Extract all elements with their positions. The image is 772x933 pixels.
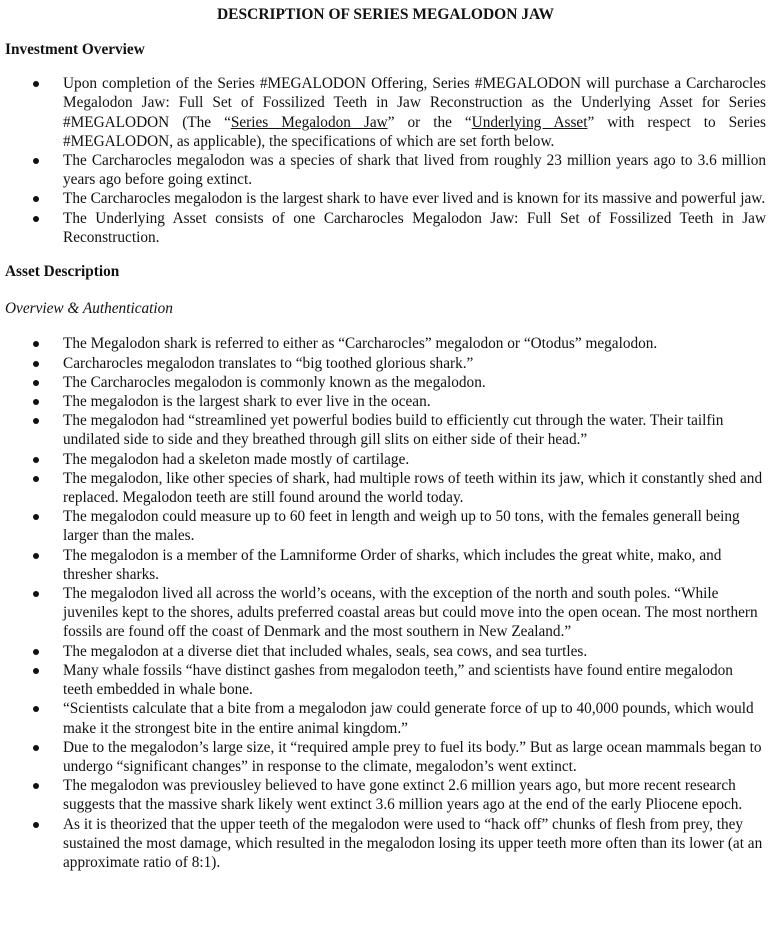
bullet-text: Many whale fossils “have distinct gashes from megalodon teeth,” and scientists have found entire megalodon teeth embedded in whale bone. xyxy=(63,661,733,699)
list-item xyxy=(5,738,766,776)
document-page xyxy=(0,5,772,933)
bullet-icon xyxy=(33,380,39,386)
bullet-text: The megalodon was previousley believed to have gone extinct 2.6 million years ago, but more recent research suggests that the massive shark likely went extinct 3.6 million years ago at the end of the early Pliocene epoch. xyxy=(63,777,743,814)
bullet-text-part: ” with respect to Series #MEGALODON, as applicable), the specifications of which are set forth below. xyxy=(63,113,766,150)
bullet-text-part: Upon completion of the Series #MEGALODON Offering, Series #MEGALODON will purchase a Carcharocles Megalodon Jaw: Full Set of Fossilized Teeth in Jaw Reconstruction as the Underlying Asset for Series #MEGALODON (The “ xyxy=(63,75,766,131)
list-item xyxy=(5,815,766,873)
list-item xyxy=(5,450,766,469)
investment-overview-list xyxy=(5,74,766,247)
bullet-text: The Carcharocles megalodon is commonly known as the megalodon. xyxy=(63,373,486,391)
bullet-icon xyxy=(33,706,39,712)
asset-description-heading: Asset Description xyxy=(5,263,120,281)
list-item xyxy=(5,661,766,699)
bullet-text-part: ” or the “ xyxy=(387,113,472,131)
bullet-icon xyxy=(33,158,39,164)
bullet-icon xyxy=(33,399,39,405)
bullet-text: As it is theorized that the upper teeth of the megalodon were used to “hack off” chunks of flesh from prey, they sustained the most damage, which resulted in the megalodon losing its upper teeth more often than its lower (at an approximate ratio of 8:1). xyxy=(63,815,763,871)
list-item xyxy=(5,74,766,151)
bullet-text: The Carcharocles megalodon was a species of shark that lived from roughly 23 million years ago to 3.6 million years ago before going extinct. xyxy=(63,152,766,189)
bullet-icon xyxy=(33,591,39,597)
list-item xyxy=(5,373,766,392)
bullet-text: The megalodon is the largest shark to ever live in the ocean. xyxy=(63,393,431,411)
bullet-icon xyxy=(33,783,39,789)
bullet-text: The Carcharocles megalodon is the largest shark to have ever lived and is known for its massive and powerful jaw. xyxy=(63,190,766,208)
list-item xyxy=(5,209,766,247)
list-item xyxy=(5,699,766,737)
bullet-icon xyxy=(33,745,39,751)
asset-description-list xyxy=(5,334,766,872)
list-item xyxy=(5,189,766,208)
underlying-asset-term: Underlying Asset xyxy=(471,113,588,131)
bullet-icon xyxy=(33,418,39,424)
list-item xyxy=(5,392,766,411)
list-item xyxy=(5,469,766,507)
bullet-icon xyxy=(33,476,39,482)
bullet-text: The megalodon is a member of the Lamniforme Order of sharks, which includes the great white, mako, and thresher sharks. xyxy=(63,546,722,583)
bullet-icon xyxy=(33,822,39,828)
bullet-text: The megalodon had “streamlined yet powerful bodies build to efficiently cut through the water. Their tailfin undilated side to side and they breathed through gill slits on either side of their head.” xyxy=(63,412,724,449)
list-item xyxy=(5,151,766,189)
investment-overview-heading: Investment Overview xyxy=(5,41,145,58)
list-item xyxy=(5,507,766,545)
bullet-text: The megalodon had a skeleton made mostly of cartilage. xyxy=(63,450,410,468)
bullet-icon xyxy=(33,668,39,674)
bullet-icon xyxy=(33,81,39,87)
bullet-icon xyxy=(33,361,39,367)
list-item xyxy=(5,411,766,449)
list-item xyxy=(5,354,766,373)
bullet-icon xyxy=(33,514,39,520)
bullet-text: Due to the megalodon’s large size, it “required ample prey to fuel its body.” But as large ocean mammals began to undergo “significant changes” in response to the climate, megalodon’s went extinct. xyxy=(63,738,762,775)
bullet-text: The megalodon lived all across the world’s oceans, with the exception of the north and south poles. “While juveniles kept to the shores, adults preferred coastal areas but could move into the open ocean. The most northern fossils are found off the coast of Denmark and the most southern in New Zealand.” xyxy=(63,585,758,641)
bullet-text: The megalodon, like other species of shark, had multiple rows of teeth within its jaw, which it constantly shed and replaced. Megalodon teeth are still found around the world today. xyxy=(63,469,763,507)
series-megalodon-jaw-term: Series Megalodon Jaw xyxy=(230,113,388,131)
bullet-icon xyxy=(33,196,39,202)
overview-authentication-subheading: Overview & Authentication xyxy=(5,300,173,318)
bullet-text: The Underlying Asset consists of one Carcharocles Megalodon Jaw: Full Set of Fossilized Teeth in Jaw Reconstruction. xyxy=(63,209,766,246)
bullet-text: The megalodon could measure up to 60 feet in length and weigh up to 50 tons, with the females generall being larger than the males. xyxy=(63,508,740,545)
bullet-text: The Megalodon shark is referred to either as “Carcharocles” megalodon or “Otodus” megalodon. xyxy=(63,335,658,353)
bullet-text: The megalodon at a diverse diet that included whales, seals, sea cows, and sea turtles. xyxy=(63,642,588,660)
bullet-text: “Scientists calculate that a bite from a megalodon jaw could generate force of up to 40,000 pounds, which would make it the strongest bite in the entire animal kingdom.” xyxy=(63,700,754,737)
list-item xyxy=(5,334,766,353)
list-item xyxy=(5,776,766,814)
bullet-icon xyxy=(33,553,39,559)
list-item xyxy=(5,546,766,584)
bullet-icon xyxy=(33,457,39,463)
document-title: DESCRIPTION OF SERIES MEGALODON JAW xyxy=(216,6,555,23)
list-item xyxy=(5,584,766,642)
bullet-icon xyxy=(33,341,39,347)
bullet-text: Carcharocles megalodon translates to “big toothed glorious shark.” xyxy=(63,354,474,372)
bullet-icon xyxy=(33,216,39,222)
bullet-icon xyxy=(33,649,39,655)
list-item xyxy=(5,642,766,661)
